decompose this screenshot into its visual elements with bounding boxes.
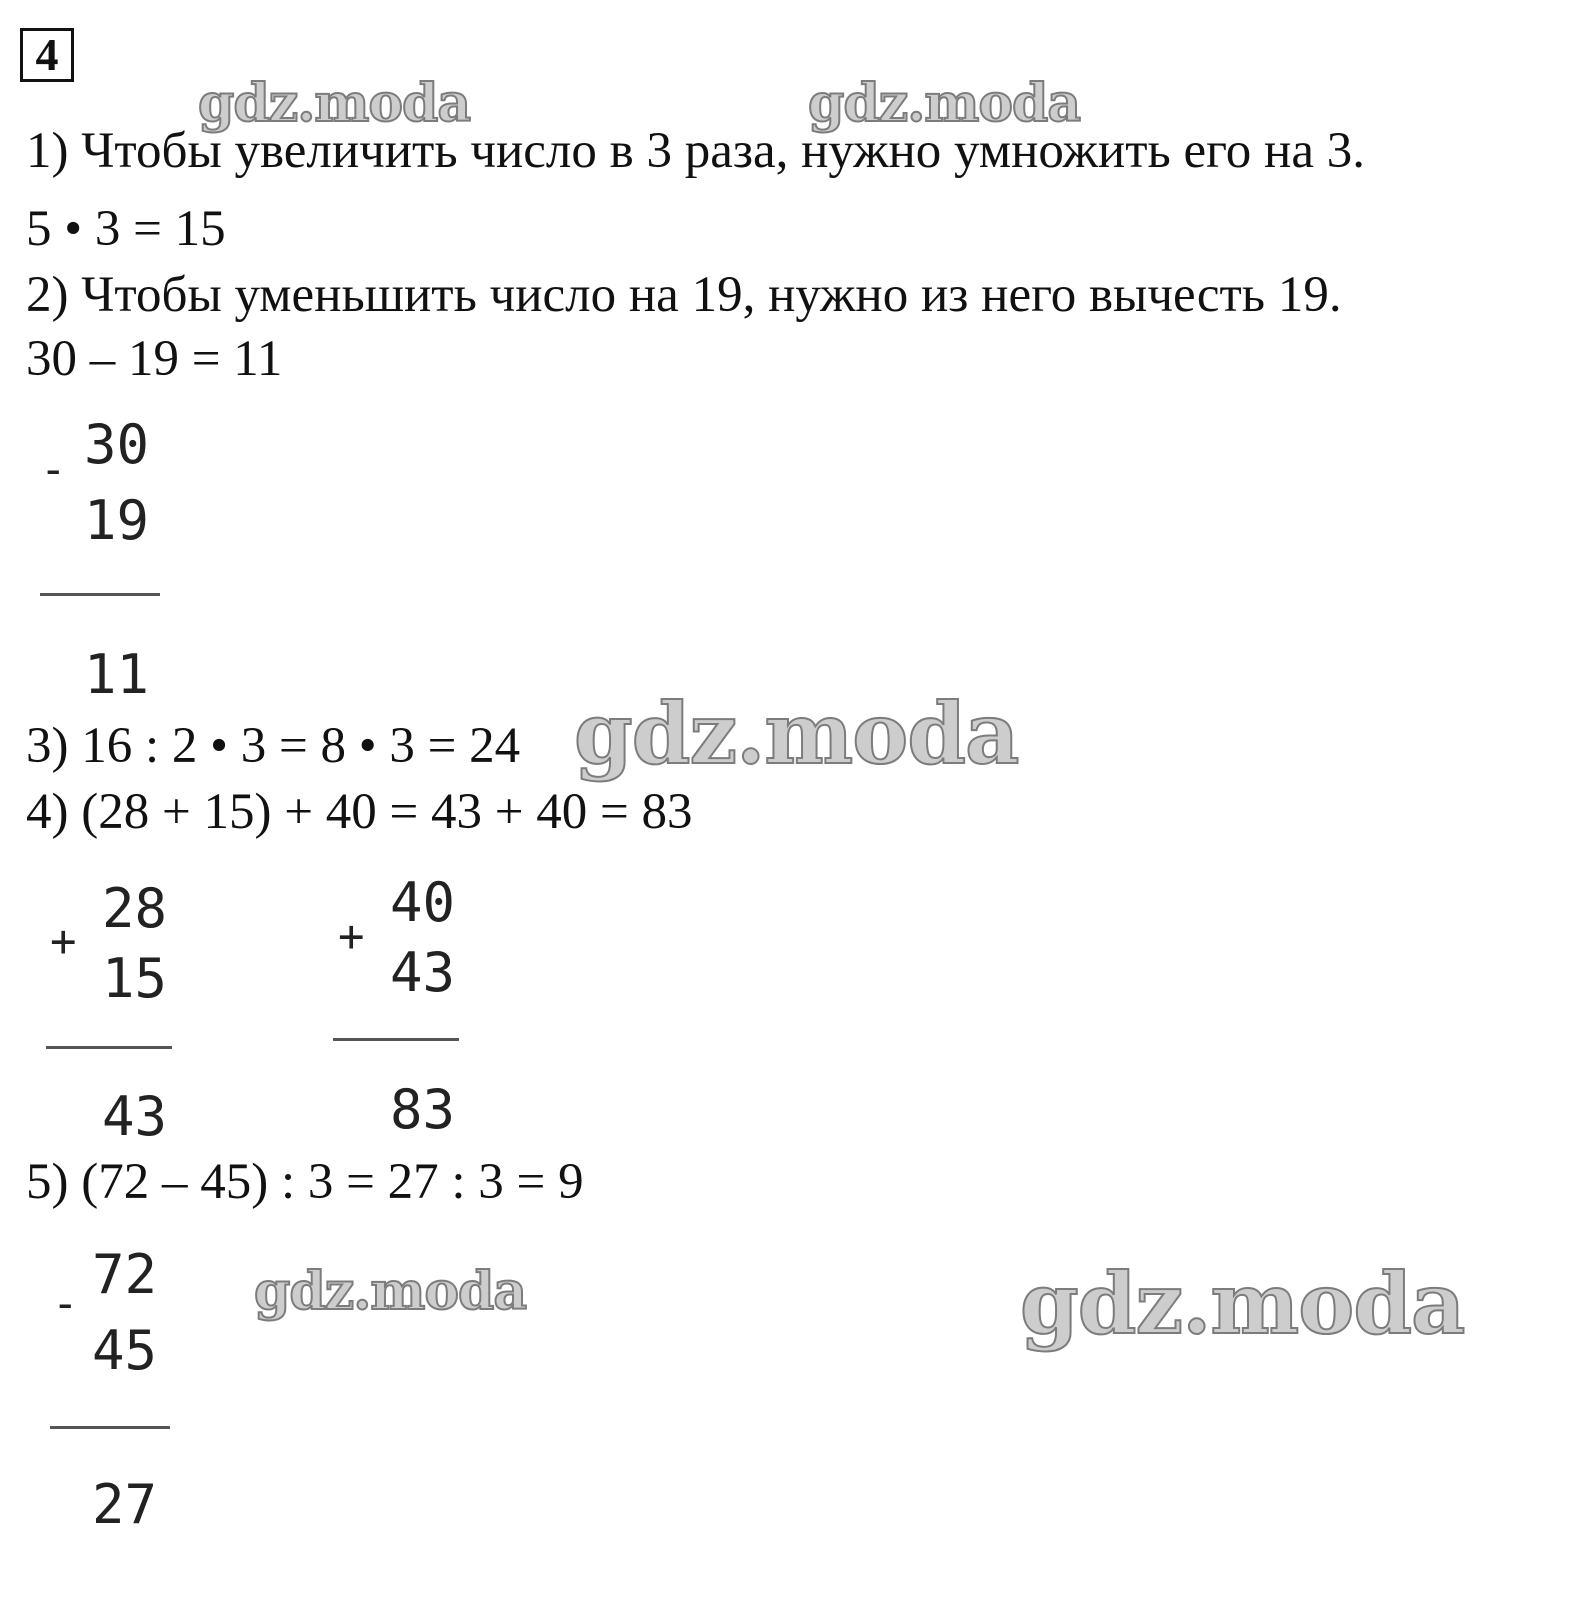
watermark-logo: gdz.moda	[808, 73, 1081, 134]
watermark-logo: gdz.moda	[1020, 1254, 1465, 1353]
minus-sign: -	[52, 1278, 79, 1329]
watermark-logo: gdz.moda	[254, 1261, 527, 1322]
difference: 27	[92, 1473, 158, 1536]
minus-sign: -	[40, 444, 67, 495]
subtrahend: 19	[84, 489, 150, 552]
sum-line	[50, 1426, 170, 1429]
minuend: 72	[92, 1243, 158, 1306]
sum-line	[46, 1046, 172, 1049]
subtrahend: 45	[92, 1319, 158, 1382]
step-5-equation: 5) (72 – 45) : 3 = 27 : 3 = 9	[26, 1154, 584, 1210]
sum: 43	[102, 1085, 168, 1148]
step-1-text: 1) Чтобы увеличить число в 3 раза, нужно умножить его на 3.	[26, 123, 1365, 179]
sum-line	[40, 593, 160, 596]
step-4-equation: 4) (28 + 15) + 40 = 43 + 40 = 83	[26, 784, 693, 840]
addend-bottom: 15	[102, 947, 168, 1010]
step-2-equation: 30 – 19 = 11	[26, 331, 283, 387]
watermark-logo: gdz.moda	[198, 73, 471, 134]
step-3-equation: 3) 16 : 2 • 3 = 8 • 3 = 24	[26, 718, 521, 774]
task-number: 4	[20, 28, 74, 82]
plus-sign: +	[338, 911, 365, 962]
minuend: 30	[84, 413, 150, 476]
step-2-text: 2) Чтобы уменьшить число на 19, нужно из него вычесть 19.	[26, 267, 1342, 323]
sum: 83	[390, 1078, 456, 1141]
plus-sign: +	[50, 916, 77, 967]
watermark-logo: gdz.moda	[574, 684, 1019, 783]
addend-bottom: 43	[390, 941, 456, 1004]
difference: 11	[84, 643, 150, 706]
addend-top: 40	[390, 871, 456, 934]
addend-top: 28	[102, 877, 168, 940]
step-1-equation: 5 • 3 = 15	[26, 201, 226, 257]
sum-line	[333, 1038, 459, 1041]
